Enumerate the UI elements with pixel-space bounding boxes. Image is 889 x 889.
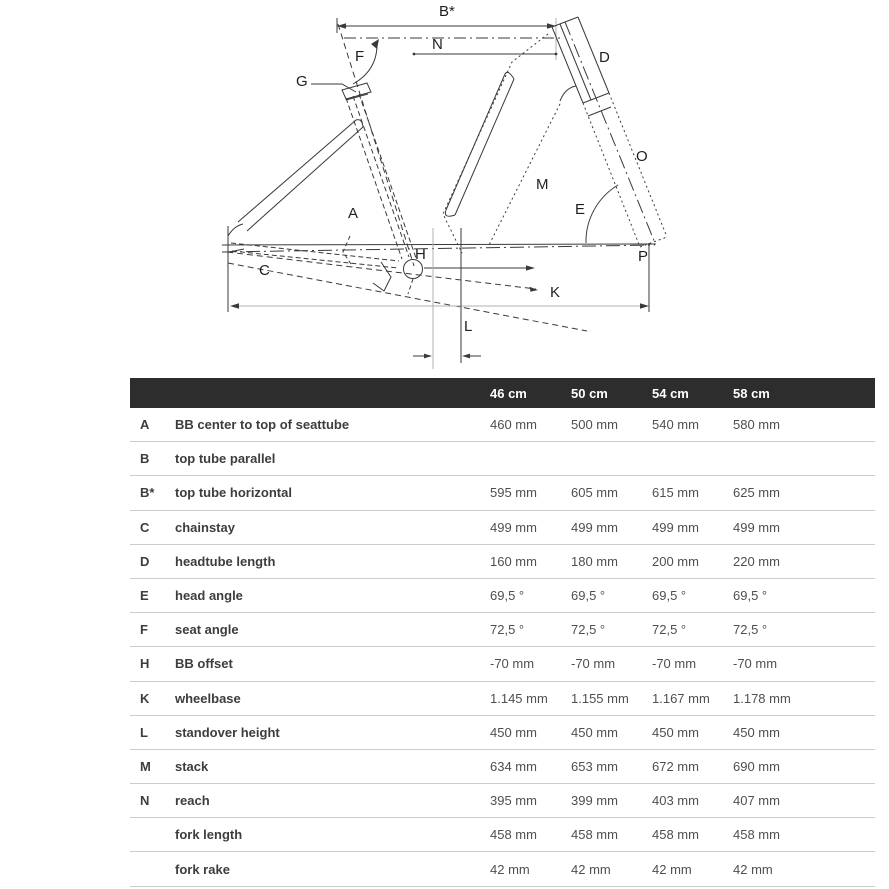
row-value: 450 mm (733, 724, 780, 740)
table-row (130, 682, 875, 716)
row-value: 653 mm (571, 758, 618, 774)
diagram-label-bb-offset: H (415, 246, 426, 263)
row-value: 72,5 ° (733, 622, 768, 638)
row-label: seat angle (175, 622, 239, 638)
row-value: 407 mm (733, 793, 780, 809)
row-value: 399 mm (571, 793, 618, 809)
diagram-label-standover: L (464, 318, 473, 335)
row-label: headtube length (175, 553, 276, 569)
row-value: 395 mm (490, 793, 537, 809)
row-value: 458 mm (490, 827, 537, 843)
row-value: 42 mm (490, 861, 530, 877)
table-row (130, 716, 875, 750)
diagram-label-headtube-length: D (599, 49, 610, 66)
table-row (130, 476, 875, 510)
diagram-label-seattube-length: A (348, 205, 359, 222)
row-value: 625 mm (733, 485, 780, 501)
row-letter: D (140, 553, 150, 569)
row-letter: C (140, 519, 150, 535)
table-row (130, 613, 875, 647)
geometry-table (130, 378, 875, 887)
diagram-label-stack: M (536, 176, 549, 193)
row-value: 200 mm (652, 553, 699, 569)
row-label: chainstay (175, 519, 235, 535)
row-value: 634 mm (490, 758, 537, 774)
row-value: 690 mm (733, 758, 780, 774)
row-value: 672 mm (652, 758, 699, 774)
diagram-label-top-tube-horizontal: B* (439, 3, 455, 20)
diagram-label-wheelbase: K (550, 284, 561, 301)
row-label: top tube horizontal (175, 485, 292, 501)
row-letter: B* (140, 485, 155, 501)
row-label: standover height (175, 724, 280, 740)
row-value: 458 mm (733, 827, 780, 843)
row-letter: F (140, 622, 148, 638)
diagram-label-p: P (638, 248, 649, 265)
row-value: 69,5 ° (652, 588, 687, 604)
row-letter: L (140, 724, 148, 740)
row-letter: K (140, 690, 150, 706)
row-label: fork length (175, 827, 243, 843)
row-label: fork rake (175, 861, 230, 877)
row-value: 450 mm (652, 724, 699, 740)
row-label: BB center to top of seattube (175, 417, 350, 433)
row-value: 220 mm (733, 553, 780, 569)
column-header-size: 54 cm (652, 385, 689, 401)
row-value: 500 mm (571, 417, 618, 433)
row-value: 499 mm (571, 519, 618, 535)
row-label: stack (175, 758, 209, 774)
row-value: 42 mm (652, 861, 692, 877)
row-value: 605 mm (571, 485, 618, 501)
row-value: 1.167 mm (652, 690, 710, 706)
row-value: 460 mm (490, 417, 537, 433)
row-label: BB offset (175, 656, 233, 672)
row-value: -70 mm (571, 656, 616, 672)
frame-geometry-diagram (0, 0, 889, 378)
row-value: 580 mm (733, 417, 780, 433)
table-row (130, 408, 875, 442)
row-value: 1.155 mm (571, 690, 629, 706)
row-value: 72,5 ° (571, 622, 606, 638)
diagram-label-reach: N (432, 36, 443, 53)
row-value: 540 mm (652, 417, 699, 433)
row-value: 458 mm (652, 827, 699, 843)
row-letter: A (140, 417, 150, 433)
table-row (130, 818, 875, 852)
column-header-size: 58 cm (733, 385, 770, 401)
row-value: 1.145 mm (490, 690, 548, 706)
row-value: 69,5 ° (571, 588, 606, 604)
row-value: 615 mm (652, 485, 699, 501)
diagram-label-seat-angle: F (355, 48, 365, 65)
table-row (130, 579, 875, 613)
row-letter: H (140, 656, 150, 672)
table-row (130, 545, 875, 579)
row-value: 499 mm (733, 519, 780, 535)
frame-drawing (0, 0, 889, 378)
geometry-table-body (130, 408, 875, 887)
table-row (130, 784, 875, 818)
row-label: head angle (175, 588, 243, 604)
row-value: 450 mm (490, 724, 537, 740)
diagram-label-chainstay: C (259, 262, 270, 279)
row-label: top tube parallel (175, 451, 276, 467)
column-header-size: 50 cm (571, 385, 608, 401)
row-value: 69,5 ° (490, 588, 525, 604)
table-row (130, 442, 875, 476)
row-value: 72,5 ° (490, 622, 525, 638)
row-value: 42 mm (571, 861, 611, 877)
row-value: 499 mm (652, 519, 699, 535)
row-value: -70 mm (733, 656, 778, 672)
column-header-size: 46 cm (490, 385, 527, 401)
row-letter: E (140, 588, 149, 604)
table-row (130, 647, 875, 681)
row-value: 499 mm (490, 519, 537, 535)
row-value: 595 mm (490, 485, 537, 501)
row-value: 458 mm (571, 827, 618, 843)
row-label: wheelbase (175, 690, 241, 706)
row-letter: M (140, 758, 151, 774)
diagram-label-head-angle: E (575, 201, 586, 218)
table-row (130, 511, 875, 545)
table-row (130, 750, 875, 784)
diagram-label-o: O (636, 148, 648, 165)
row-value: 72,5 ° (652, 622, 687, 638)
row-letter: B (140, 451, 150, 467)
row-value: -70 mm (652, 656, 697, 672)
diagram-label-g: G (296, 73, 308, 90)
row-value: 180 mm (571, 553, 618, 569)
row-label: reach (175, 793, 210, 809)
row-value: 42 mm (733, 861, 773, 877)
row-value: 1.178 mm (733, 690, 791, 706)
geometry-table-header (130, 378, 875, 408)
row-value: 450 mm (571, 724, 618, 740)
row-value: 160 mm (490, 553, 537, 569)
row-value: 69,5 ° (733, 588, 768, 604)
row-value: -70 mm (490, 656, 535, 672)
row-value: 403 mm (652, 793, 699, 809)
row-letter: N (140, 793, 150, 809)
table-row (130, 852, 875, 886)
